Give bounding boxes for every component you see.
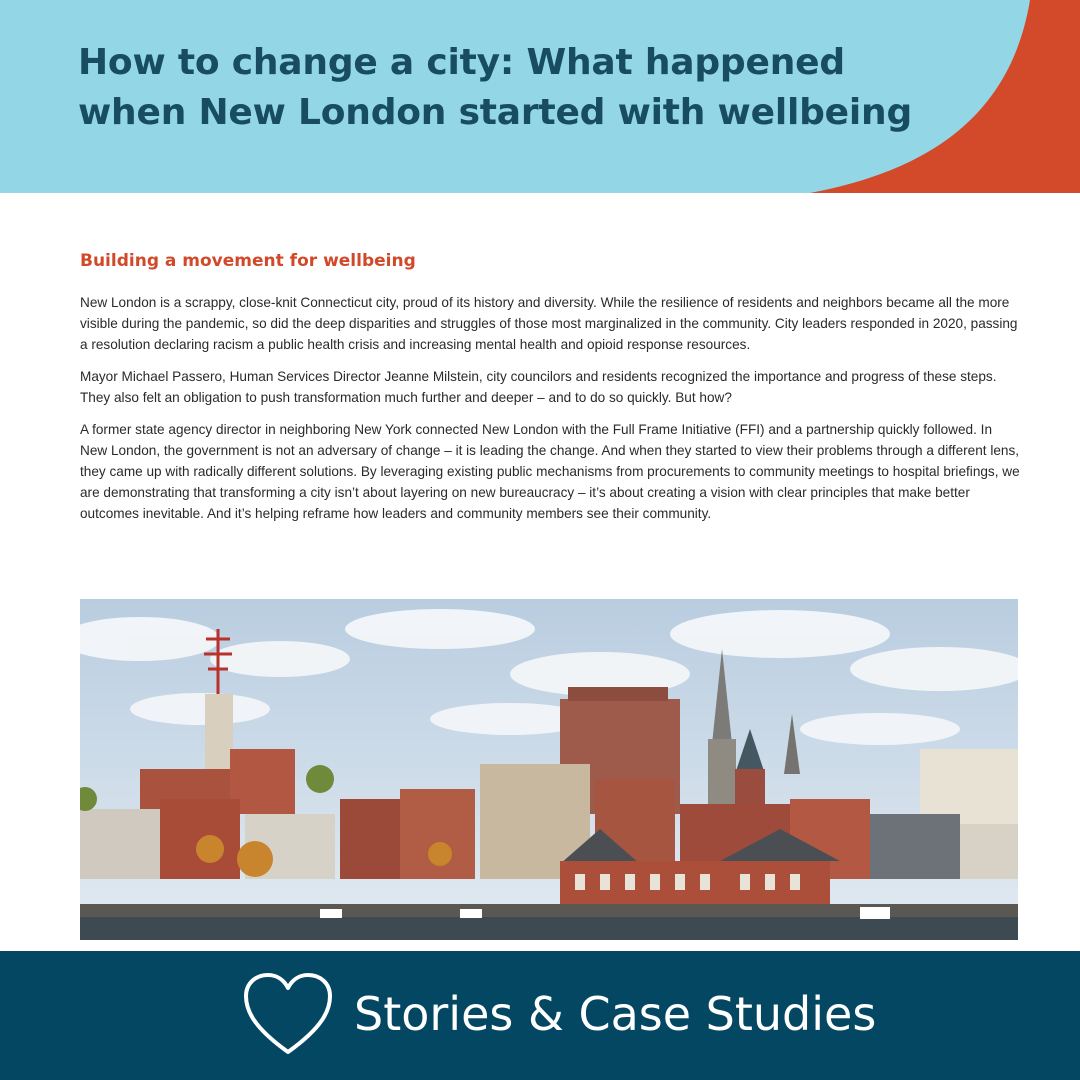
section-heading: Building a movement for wellbeing	[80, 251, 416, 271]
page-title	[78, 38, 938, 138]
city-skyline-photo	[80, 599, 1018, 940]
article-body	[80, 248, 1020, 535]
header-banner	[0, 0, 1080, 193]
footer-label: Stories & Case Studies	[354, 987, 877, 1041]
paragraph-3: A former state agency director in neighboring New York connected New London with the Full Frame Initiative (FFI) and a partnership quickly followed. In New London, the government is not an adversary of change – it is leading the change. And when they started to view their problems through a different lens, they came up with radically different solutions. By leveraging existing public mechanisms from procurements to community meetings to hospital briefings, we are demonstrating that transforming a city isn’t about layering on new bureaucracy – it’s about creating a vision with clear principles that make better outcomes inevitable. And it’s helping reframe how leaders and community members see their community.	[80, 422, 1020, 521]
heart-icon	[243, 972, 333, 1058]
page-title-line-2: when New London started with wellbeing	[78, 92, 913, 133]
paragraph-1: New London is a scrappy, close-knit Connecticut city, proud of its history and diversity. While the resilience of residents and neighbors became all the more visible during the pandemic, so did the deep disparities and struggles of those most marginalized in the community. City leaders responded in 2020, passing a resolution declaring racism a public health crisis and increasing mental health and opioid response resources.	[80, 295, 1018, 352]
paragraph-2: Mayor Michael Passero, Human Services Director Jeanne Milstein, city councilors and residents recognized the importance and progress of these steps. They also felt an obligation to push transformation much further and deeper – and to do so quickly. But how?	[80, 369, 997, 405]
city-skyline-illustration	[80, 599, 1018, 940]
page-title-line-1: How to change a city: What happened	[78, 42, 845, 83]
